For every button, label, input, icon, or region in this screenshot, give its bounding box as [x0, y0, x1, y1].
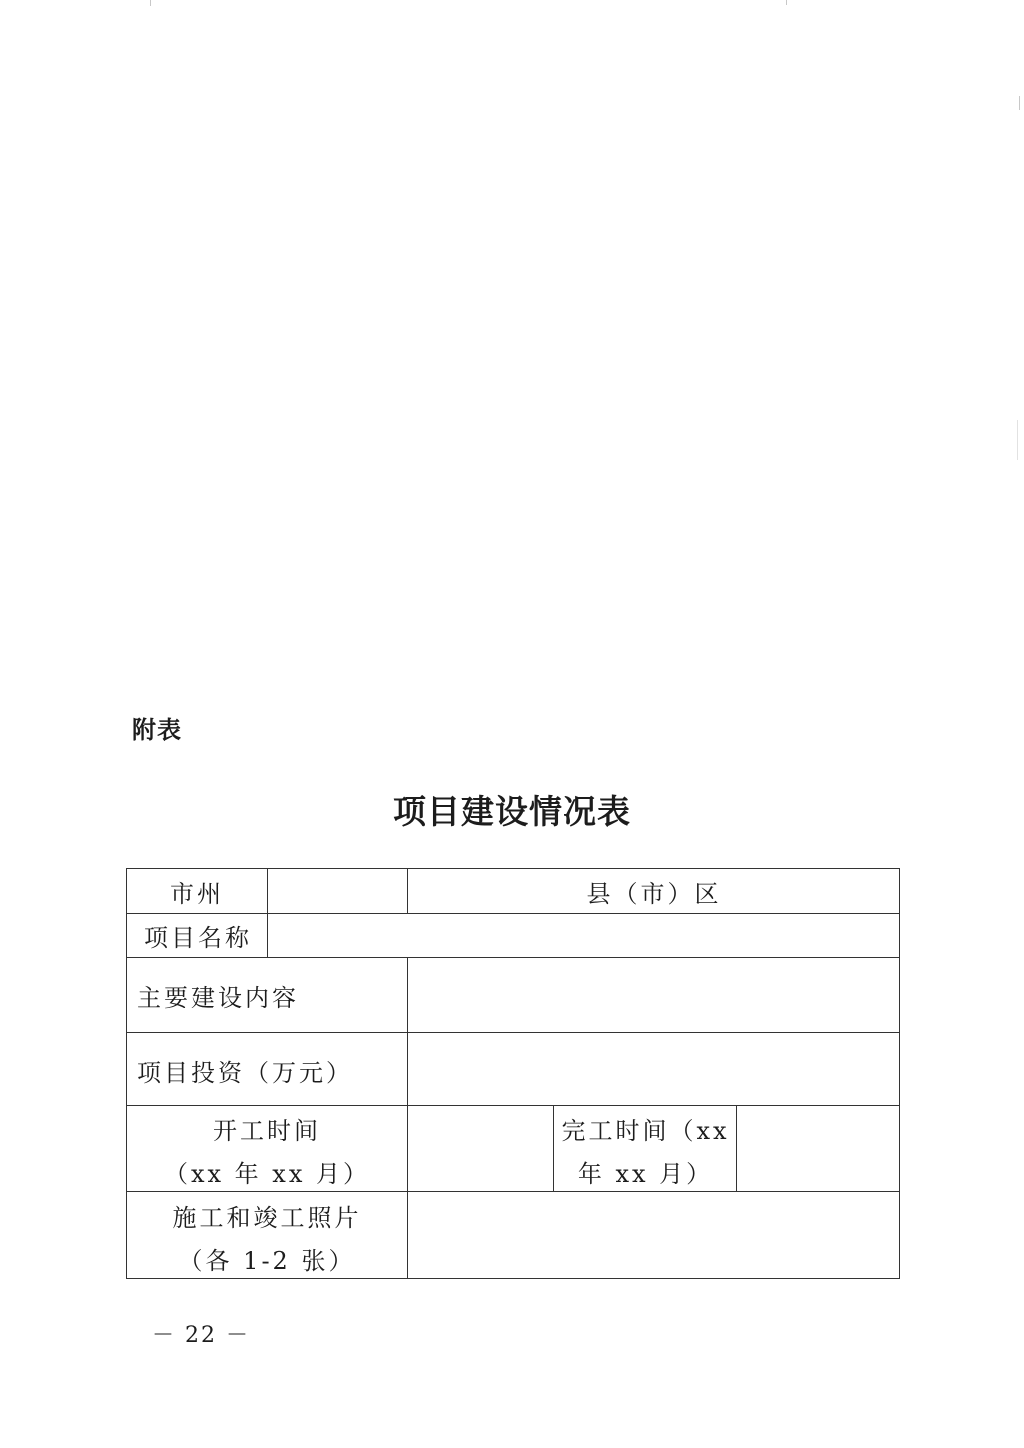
main-content-label: 主要建设内容: [137, 984, 299, 1012]
column-divider: [736, 1105, 737, 1191]
page-title: 项目建设情况表: [393, 792, 631, 831]
photos-label-line2: （各 1-2 张）: [178, 1247, 356, 1275]
column-divider: [407, 869, 408, 913]
page-number: － 22 －: [152, 1323, 250, 1348]
scan-mark: [1019, 96, 1020, 110]
start-time-label-line1: 开工时间: [213, 1117, 321, 1145]
column-divider: [553, 1105, 554, 1191]
city-label: 市州: [170, 880, 224, 908]
start-time-label-line2: （xx 年 xx 月）: [163, 1160, 371, 1188]
project-name-label: 项目名称: [144, 924, 252, 952]
photos-field[interactable]: [409, 1192, 899, 1278]
project-name-field[interactable]: [269, 914, 899, 957]
column-divider: [407, 957, 408, 1279]
appendix-label: 附表: [132, 716, 182, 744]
column-divider: [267, 869, 268, 957]
scan-mark: [150, 0, 151, 6]
completion-time-label-line2: 年 xx 月）: [577, 1160, 714, 1188]
city-value-field[interactable]: [269, 869, 405, 913]
photos-label-line1: 施工和竣工照片: [172, 1204, 362, 1232]
investment-label: 项目投资（万元）: [137, 1059, 353, 1087]
investment-field[interactable]: [409, 1033, 899, 1105]
project-form-table: [126, 868, 900, 1279]
scan-mark: [786, 0, 787, 5]
county-label: 县（市）区: [586, 880, 722, 908]
main-content-field[interactable]: [409, 958, 899, 1032]
scan-mark: [1017, 420, 1018, 460]
completion-time-field[interactable]: [738, 1106, 899, 1191]
completion-time-label-line1: 完工时间（xx: [561, 1117, 730, 1145]
start-time-field[interactable]: [409, 1106, 553, 1191]
